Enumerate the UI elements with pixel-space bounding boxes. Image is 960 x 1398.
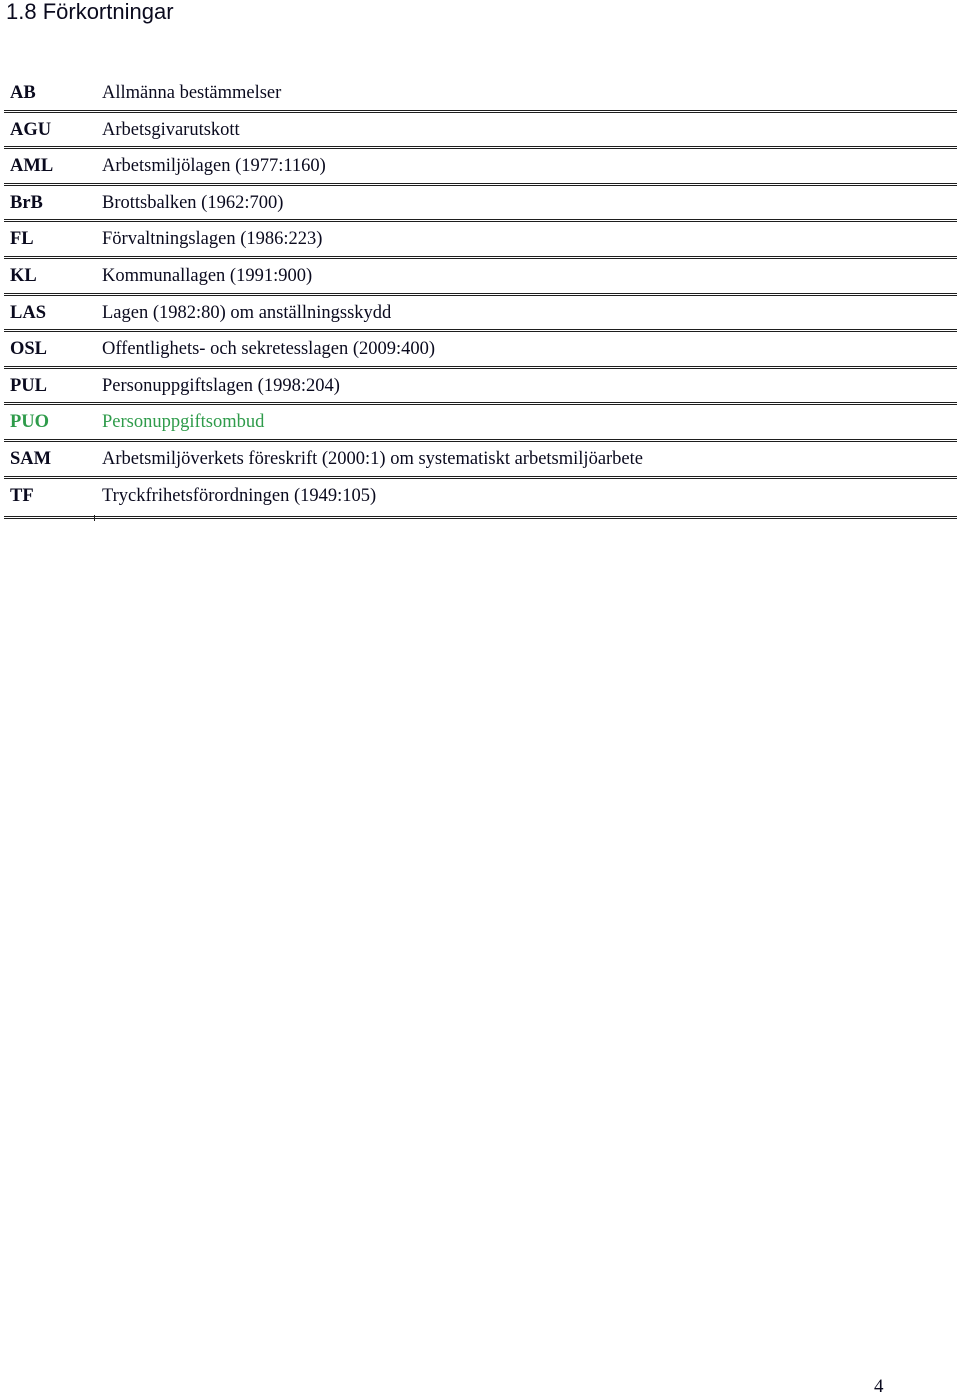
abbreviation-row (4, 369, 957, 406)
abbreviation-code: LAS (10, 302, 46, 323)
abbreviation-code: OSL (10, 339, 48, 360)
abbreviation-row-highlighted (4, 405, 957, 442)
abbreviation-row (4, 222, 957, 259)
abbreviation-description: Offentlighets- och sekretesslagen (2009:400) (102, 339, 436, 360)
abbreviation-table (4, 76, 957, 515)
abbreviation-code: PUL (10, 375, 47, 396)
abbreviation-code: TF (10, 485, 34, 506)
abbreviation-row (4, 332, 957, 369)
abbreviation-code: PUO (10, 412, 50, 433)
abbreviation-code: KL (10, 265, 37, 286)
abbreviation-row (4, 149, 957, 186)
abbreviation-row (4, 186, 957, 223)
abbreviation-description: Tryckfrihetsförordningen (1949:105) (102, 485, 377, 506)
abbreviation-code: AGU (10, 119, 52, 140)
abbreviation-code: AML (10, 156, 54, 177)
abbreviation-description: Arbetsmiljöverkets föreskrift (2000:1) om systematiskt arbetsmiljöarbete (102, 448, 643, 469)
abbreviation-row (4, 259, 957, 296)
abbreviation-description: Lagen (1982:80) om anställningsskydd (102, 302, 392, 323)
abbreviation-description: Förvaltningslagen (1986:223) (102, 229, 323, 250)
abbreviation-row (4, 479, 957, 516)
page-title: 1.8 Förkortningar (6, 0, 174, 24)
abbreviation-code: BrB (10, 192, 43, 213)
abbreviation-code: FL (10, 229, 34, 250)
page-number: 4 (874, 1376, 884, 1397)
abbreviation-description: Arbetsmiljölagen (1977:1160) (102, 156, 326, 177)
abbreviation-description: Brottsbalken (1962:700) (102, 192, 284, 213)
abbreviation-row (4, 296, 957, 333)
abbreviation-row (4, 442, 957, 479)
abbreviation-description: Personuppgiftsombud (102, 412, 265, 433)
abbreviation-description: Kommunallagen (1991:900) (102, 265, 313, 286)
abbreviation-description: Arbetsgivarutskott (102, 119, 240, 140)
abbreviation-row (4, 76, 957, 113)
abbreviation-description: Personuppgiftslagen (1998:204) (102, 375, 340, 396)
abbreviation-description: Allmänna bestämmelser (102, 83, 282, 103)
abbreviation-code: SAM (10, 448, 52, 469)
abbreviation-code: AB (10, 83, 36, 103)
abbreviation-row (4, 113, 957, 150)
